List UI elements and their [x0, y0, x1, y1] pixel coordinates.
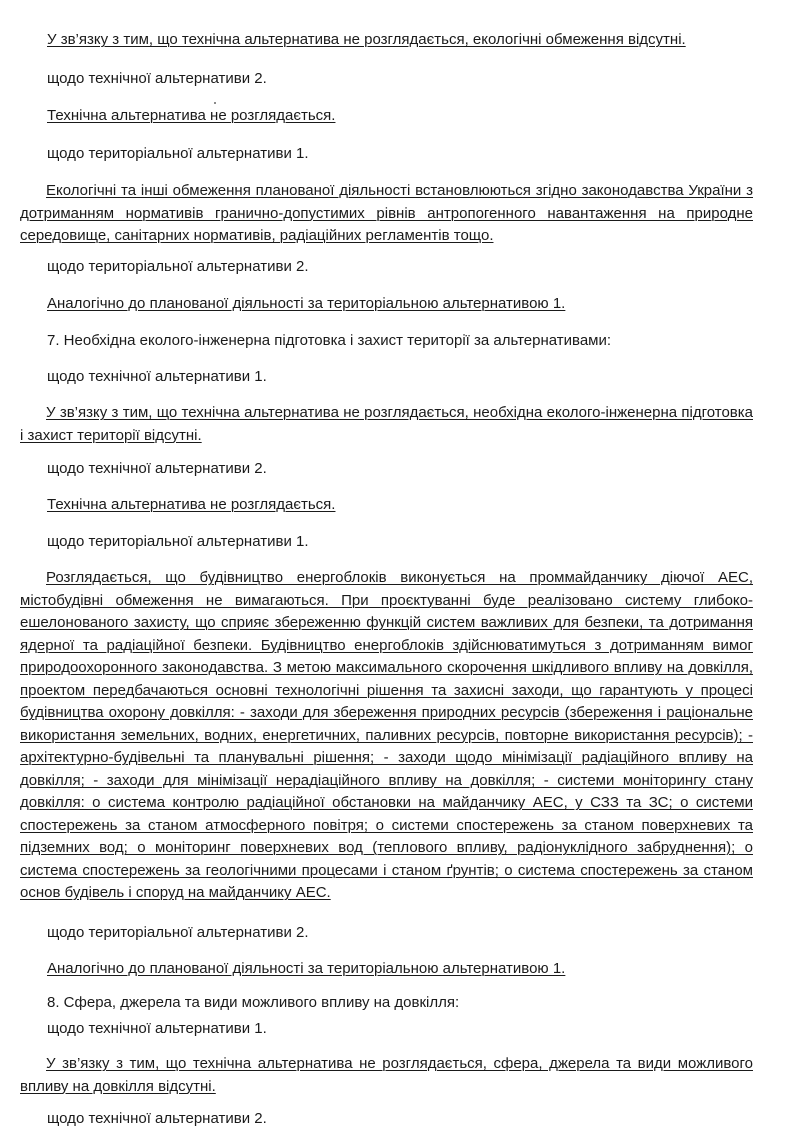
heading-tech-alt-1-second: щодо технічної альтернативи 1.	[47, 1020, 267, 1037]
heading-territorial-alt-1: щодо територіальної альтернативи 1.	[47, 145, 309, 162]
paragraph-ecological-restrictions-tech-alt-1: У зв’язку з тим, що технічна альтернатива не розглядається, екологічні обмеження відсутні.	[47, 31, 686, 48]
heading-tech-alt-2: щодо технічної альтернативи 2.	[47, 70, 267, 87]
paragraph-construction-measures: Розглядається, що будівництво енергоблоків виконується на проммайданчику діючої АЕС, містобудівні обмеження не вимагаються. При проєктуванні буде реалізовано систему глибоко-ешелонованого захисту, що сприяє збереженню функцій систем важливих для безпеки, та дотримання ядерної та радіаційної безпеки. Будівництво енергоблоків здійснюватимуться з дотриманням вимог природоохоронного законодавства. З метою максимального скорочення шкідливого впливу на довкілля, проектом передбачаються основні технологічні рішення та захисні заходи, що гарантують у процесі будівництва охорону довкілля: - заходи для збереження природних ресурсів (збереження і раціональне використання земельних, водних, енергетичних, паливних ресурсів, повторне використання ресурсів); - архітектурно-будівельні та планувальні рішення; - заходи щодо мінімізації радіаційного впливу на довкілля; - заходи для мінімізації нерадіаційного впливу на довкілля; - системи моніторингу стану довкілля: о система контролю радіаційної обстановки на майданчику АЕС, у СЗЗ та ЗС; о системи спостережень за станом атмосферного повітря; о системи спостережень за станом поверхневих та підземних вод; о моніторинг поверхневих вод (теплового впливу, радіонуклідного забруднення); о система спостережень за геологічними процесами і станом ґрунтів; о система спостережень за станом основ будівель і споруд на майданчику АЕС.	[20, 569, 753, 901]
heading-tech-alt-1: щодо технічної альтернативи 1.	[47, 368, 267, 385]
paragraph-analogous-territorial-alt-1: Аналогічно до планованої діяльності за територіальною альтернативою 1.	[47, 295, 566, 312]
scan-speck	[214, 102, 216, 104]
paragraph-analogous-territorial-alt-1-second: Аналогічно до планованої діяльності за територіальною альтернативою 1.	[47, 960, 566, 977]
paragraph-tech-alt-not-considered-second: Технічна альтернатива не розглядається.	[47, 496, 336, 513]
paragraph-ecological-restrictions-legislation: Екологічні та інші обмеження планованої діяльності встановлюються згідно законодавства України з дотриманням нормативів гранично-допустимих рівнів антропогенного навантаження на природне середовище, санітарних нормативів, радіаційних регламентів тощо.	[20, 182, 753, 244]
section-7-heading: 7. Необхідна еколого-інженерна підготовка і захист території за альтернативами:	[47, 332, 612, 349]
paragraph-impact-absent: У зв’язку з тим, що технічна альтернатива не розглядається, сфера, джерела та види можливого впливу на довкілля відсутні.	[20, 1055, 753, 1095]
heading-territorial-alt-2: щодо територіальної альтернативи 2.	[47, 258, 309, 275]
heading-territorial-alt-1-second: щодо територіальної альтернативи 1.	[47, 533, 309, 550]
paragraph-tech-alt-not-considered: Технічна альтернатива не розглядається.	[47, 107, 336, 124]
heading-tech-alt-2-second: щодо технічної альтернативи 2.	[47, 460, 267, 477]
paragraph-engineering-preparation-absent: У зв’язку з тим, що технічна альтернатива не розглядається, необхідна еколого-інженерна підготовка і захист території відсутні.	[20, 404, 753, 444]
heading-territorial-alt-2-second: щодо територіальної альтернативи 2.	[47, 924, 309, 941]
section-8-heading: 8. Сфера, джерела та види можливого впливу на довкілля:	[47, 994, 460, 1011]
heading-tech-alt-2-third: щодо технічної альтернативи 2.	[47, 1110, 267, 1127]
